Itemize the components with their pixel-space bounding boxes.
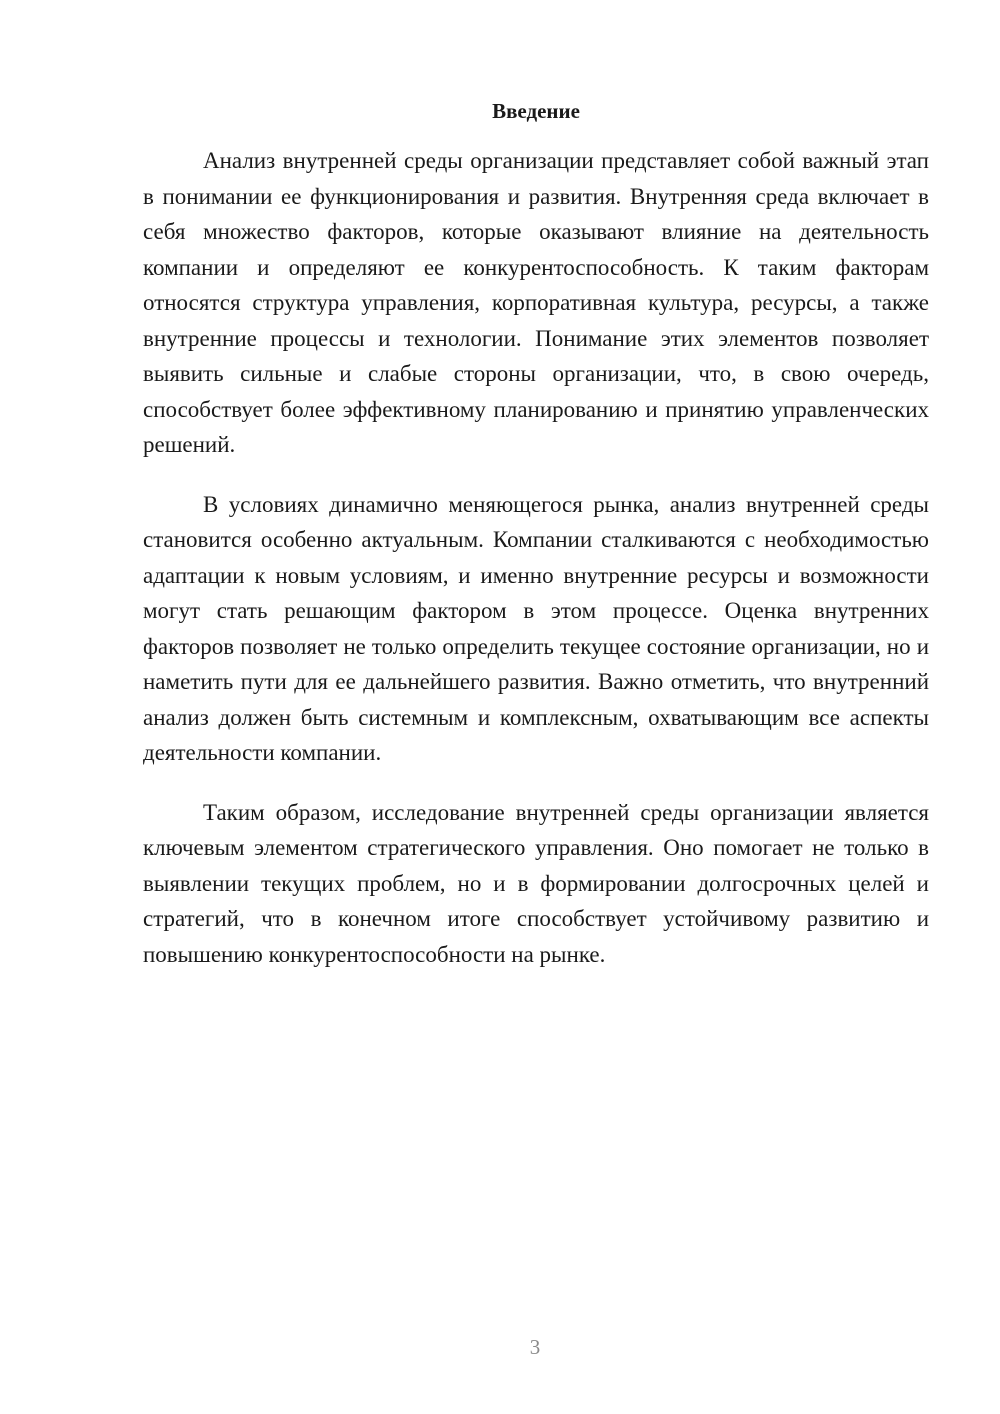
paragraph-1: Анализ внутренней среды организации представляет собой важный этап в понимании ее функционирования и развития. Внутренняя среда включает в себя множество факторов, которые оказывают влияние на деятельность компании и определяют ее конкурентоспособность. К таким факторам относятся структура управления, корпоративная культура, ресурсы, а также внутренние процессы и технологии. Понимание этих элементов позволяет выявить сильные и слабые стороны организации, что, в свою очередь, способствует более эффективному планированию и принятию управленческих решений. xyxy=(143,148,929,457)
page-number: 3 xyxy=(529,1335,541,1359)
paragraph-2: В условиях динамично меняющегося рынка, анализ внутренней среды становится особенно актуальным. Компании сталкиваются с необходимостью адаптации к новым условиям, и именно внутренние ресурсы и возможности могут стать решающим фактором в этом процессе. Оценка внутренних факторов позволяет не только определить текущее состояние организации, но и наметить пути для ее дальнейшего развития. Важно отметить, что внутренний анализ должен быть системным и комплексным, охватывающим все аспекты деятельности компании. xyxy=(143,491,929,765)
document-body xyxy=(143,143,929,996)
paragraph-3: Таким образом, исследование внутренней среды организации является ключевым элементом стратегического управления. Оно помогает не только в выявлении текущих проблем, но и в формировании долгосрочных целей и стратегий, что в конечном итоге способствует устойчивому развитию и повышению конкурентоспособности на рынке. xyxy=(143,799,929,967)
section-heading: Введение xyxy=(492,99,580,123)
